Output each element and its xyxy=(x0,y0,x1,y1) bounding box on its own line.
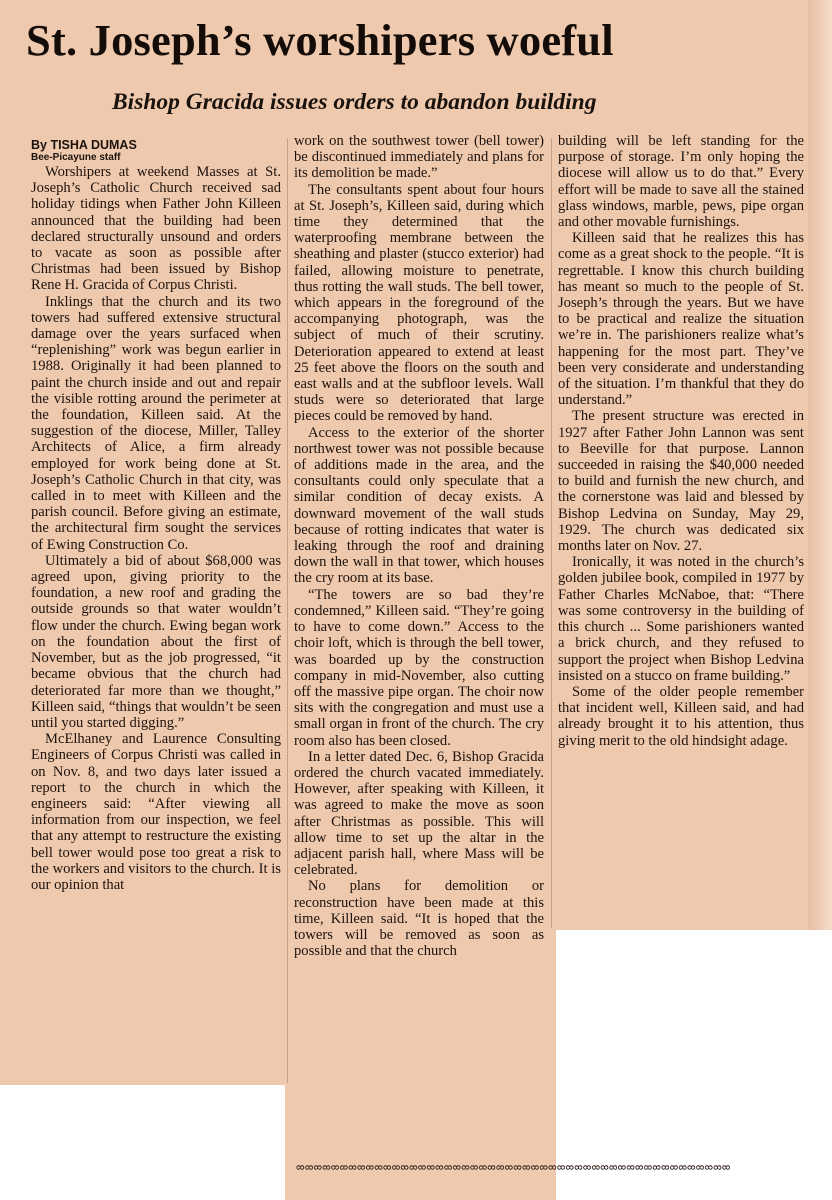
column-rule xyxy=(551,138,552,928)
paragraph: The present structure was erected in 1927 after Father John Lannon was sent to Beeville for that purpose. Lannon succeeded in raising the $40,000 needed to build and furnish the new church, and the cornerstone was laid and blessed by Bishop Ledvina on Sunday, May 29, 1929. The church was dedicated six months later on Nov. 27. xyxy=(558,408,804,555)
byline: By TISHA DUMAS xyxy=(31,138,137,152)
byline-staff: Bee-Picayune staff xyxy=(31,152,121,163)
article-column-2 xyxy=(294,133,544,959)
ornamental-border xyxy=(296,1162,731,1175)
paragraph: No plans for demolition or reconstruction have been made at this time, Killeen said. “It is hoped that the towers will be removed as soon as possible and that the church xyxy=(294,878,544,960)
paragraph: Ironically, it was noted in the church’s golden jubilee book, compiled in 1977 by Father Charles McNaboe, that: “There was some controversy in the building of this church ... Some parishioners wanted a brick church, and they refused to support the project when Bishop Ledvina insisted on a stucco on frame building.” xyxy=(558,554,804,684)
paragraph: Worshipers at weekend Masses at St. Joseph’s Catholic Church received sad holiday tidings when Father John Killeen announced that the building had been declared structurally unsound and orders to vacate as soon as possible after Christmas had been issued by Bishop Rene H. Gracida of Corpus Christi. xyxy=(31,164,281,294)
paragraph: Inklings that the church and its two towers had suffered extensive structural damage over the years surfaced when “replenishing” work was begun earlier in 1988. Originally it had been planned to paint the church inside and out and repair the visible rotting around the perimeter at the foundation, Killeen said. At the suggestion of the diocese, Miller, Talley Architects of Alice, a firm already employed for work being done at St. Joseph’s Catholic Church in that city, was called in to meet with Killeen and the parish council. Before giving an estimate, the architectural firm sought the services of Ewing Construction Co. xyxy=(31,293,281,553)
paragraph: The consultants spent about four hours at St. Joseph’s, Killeen said, during which time they determined that the waterproofing membrane between the sheathing and plaster (stucco exterior) had failed, allowing moisture to penetrate, thus rotting the wall studs. The bell tower, which appears in the foreground of the accompanying photograph, was the subject of much of their scrutiny. Deterioration appeared to extend at least 25 feet above the floors on the south and east walls and at the subfloor levels. Wall studs were so deteriorated that large pieces could be removed by hand. xyxy=(294,181,544,425)
blank-corner xyxy=(556,930,832,1200)
paragraph: McElhaney and Laurence Consulting Engineers of Corpus Christi was called in on Nov. 8, and two days later issued a report to the church in which the engineers said: “After viewing all information from our inspection, we feel that any attempt to restructure the existing bell tower would pose too great a risk to the workers and visitors to the church. It is our opinion that xyxy=(31,731,281,893)
paragraph: building will be left standing for the purpose of storage. I’m only hoping the diocese will allow us to do that.” Every effort will be made to save all the stained glass windows, marble, pews, pipe organ and other movable furnishings. xyxy=(558,133,804,231)
paragraph: Ultimately a bid of about $68,000 was agreed upon, giving priority to the foundation, a new roof and grading the outside grounds so that water wouldn’t flow under the church. Ewing began work on the foundation about the first of November, but as the job progressed, “it became obvious that the church had deteriorated far more than we thought,” Killeen said, “things that wouldn’t be seen until you started digging.” xyxy=(31,552,281,731)
paragraph: work on the southwest tower (bell tower) be discontinued immediately and plans for its demolition be made.” xyxy=(294,133,544,182)
ornament-glyphs: ᢁᢁᢁᢁᢁᢁᢁᢁᢁᢁᢁᢁᢁᢁᢁᢁᢁᢁᢁᢁᢁᢁᢁᢁᢁᢁᢁᢁᢁᢁᢁᢁᢁᢁᢁᢁᢁᢁᢁᢁᢁᢁᢁᢁᢁᢁᢁᢁᢁᢁ xyxy=(296,1162,731,1175)
headline: St. Joseph’s worshipers woeful xyxy=(26,15,614,65)
article-column-3 xyxy=(558,133,804,749)
blank-bottom-strip xyxy=(0,1085,285,1200)
article-column-1 xyxy=(31,139,281,893)
subheadline: Bishop Gracida issues orders to abandon building xyxy=(112,89,597,115)
paragraph: Some of the older people remember that incident well, Killeen said, and had already brought it to his attention, thus giving merit to the old hindsight adage. xyxy=(558,683,804,749)
paragraph: Access to the exterior of the shorter northwest tower was not possible because of additions made in the area, and the consultants could only speculate that a similar condition of decay exists. A downward movement of the wall studs because of rotting indicates that water is leaking through the roof and draining down the wall in that tower, which houses the cry room at its base. xyxy=(294,424,544,587)
paragraph: In a letter dated Dec. 6, Bishop Gracida ordered the church vacated immediately. However, after speaking with Killeen, it was agreed to make the move as soon after Christmas as possible. This will allow time to set up the altar in the adjacent parish hall, where Mass will be celebrated. xyxy=(294,748,544,879)
paragraph: Killeen said that he realizes this has come as a great shock to the people. “It is regrettable. I know this church building has meant so much to the people of St. Joseph’s through the years. But we have to be practical and realize the situation we’re in. The parishioners realize what’s happening for the most part. They’ve been very considerate and understanding of the situation. I’m thankful that they do understand.” xyxy=(558,230,804,409)
column-rule xyxy=(287,138,288,1083)
paragraph: “The towers are so bad they’re condemned,” Killeen said. “They’re going to have to come down.” Access to the choir loft, which is through the bell tower, was boarded up by the construction company in mid-November, also cutting off the massive pipe organ. The choir now sits with the congregation and must use a small organ in front of the church. The cry room also has been closed. xyxy=(294,586,544,749)
clipping-edge xyxy=(808,0,832,930)
